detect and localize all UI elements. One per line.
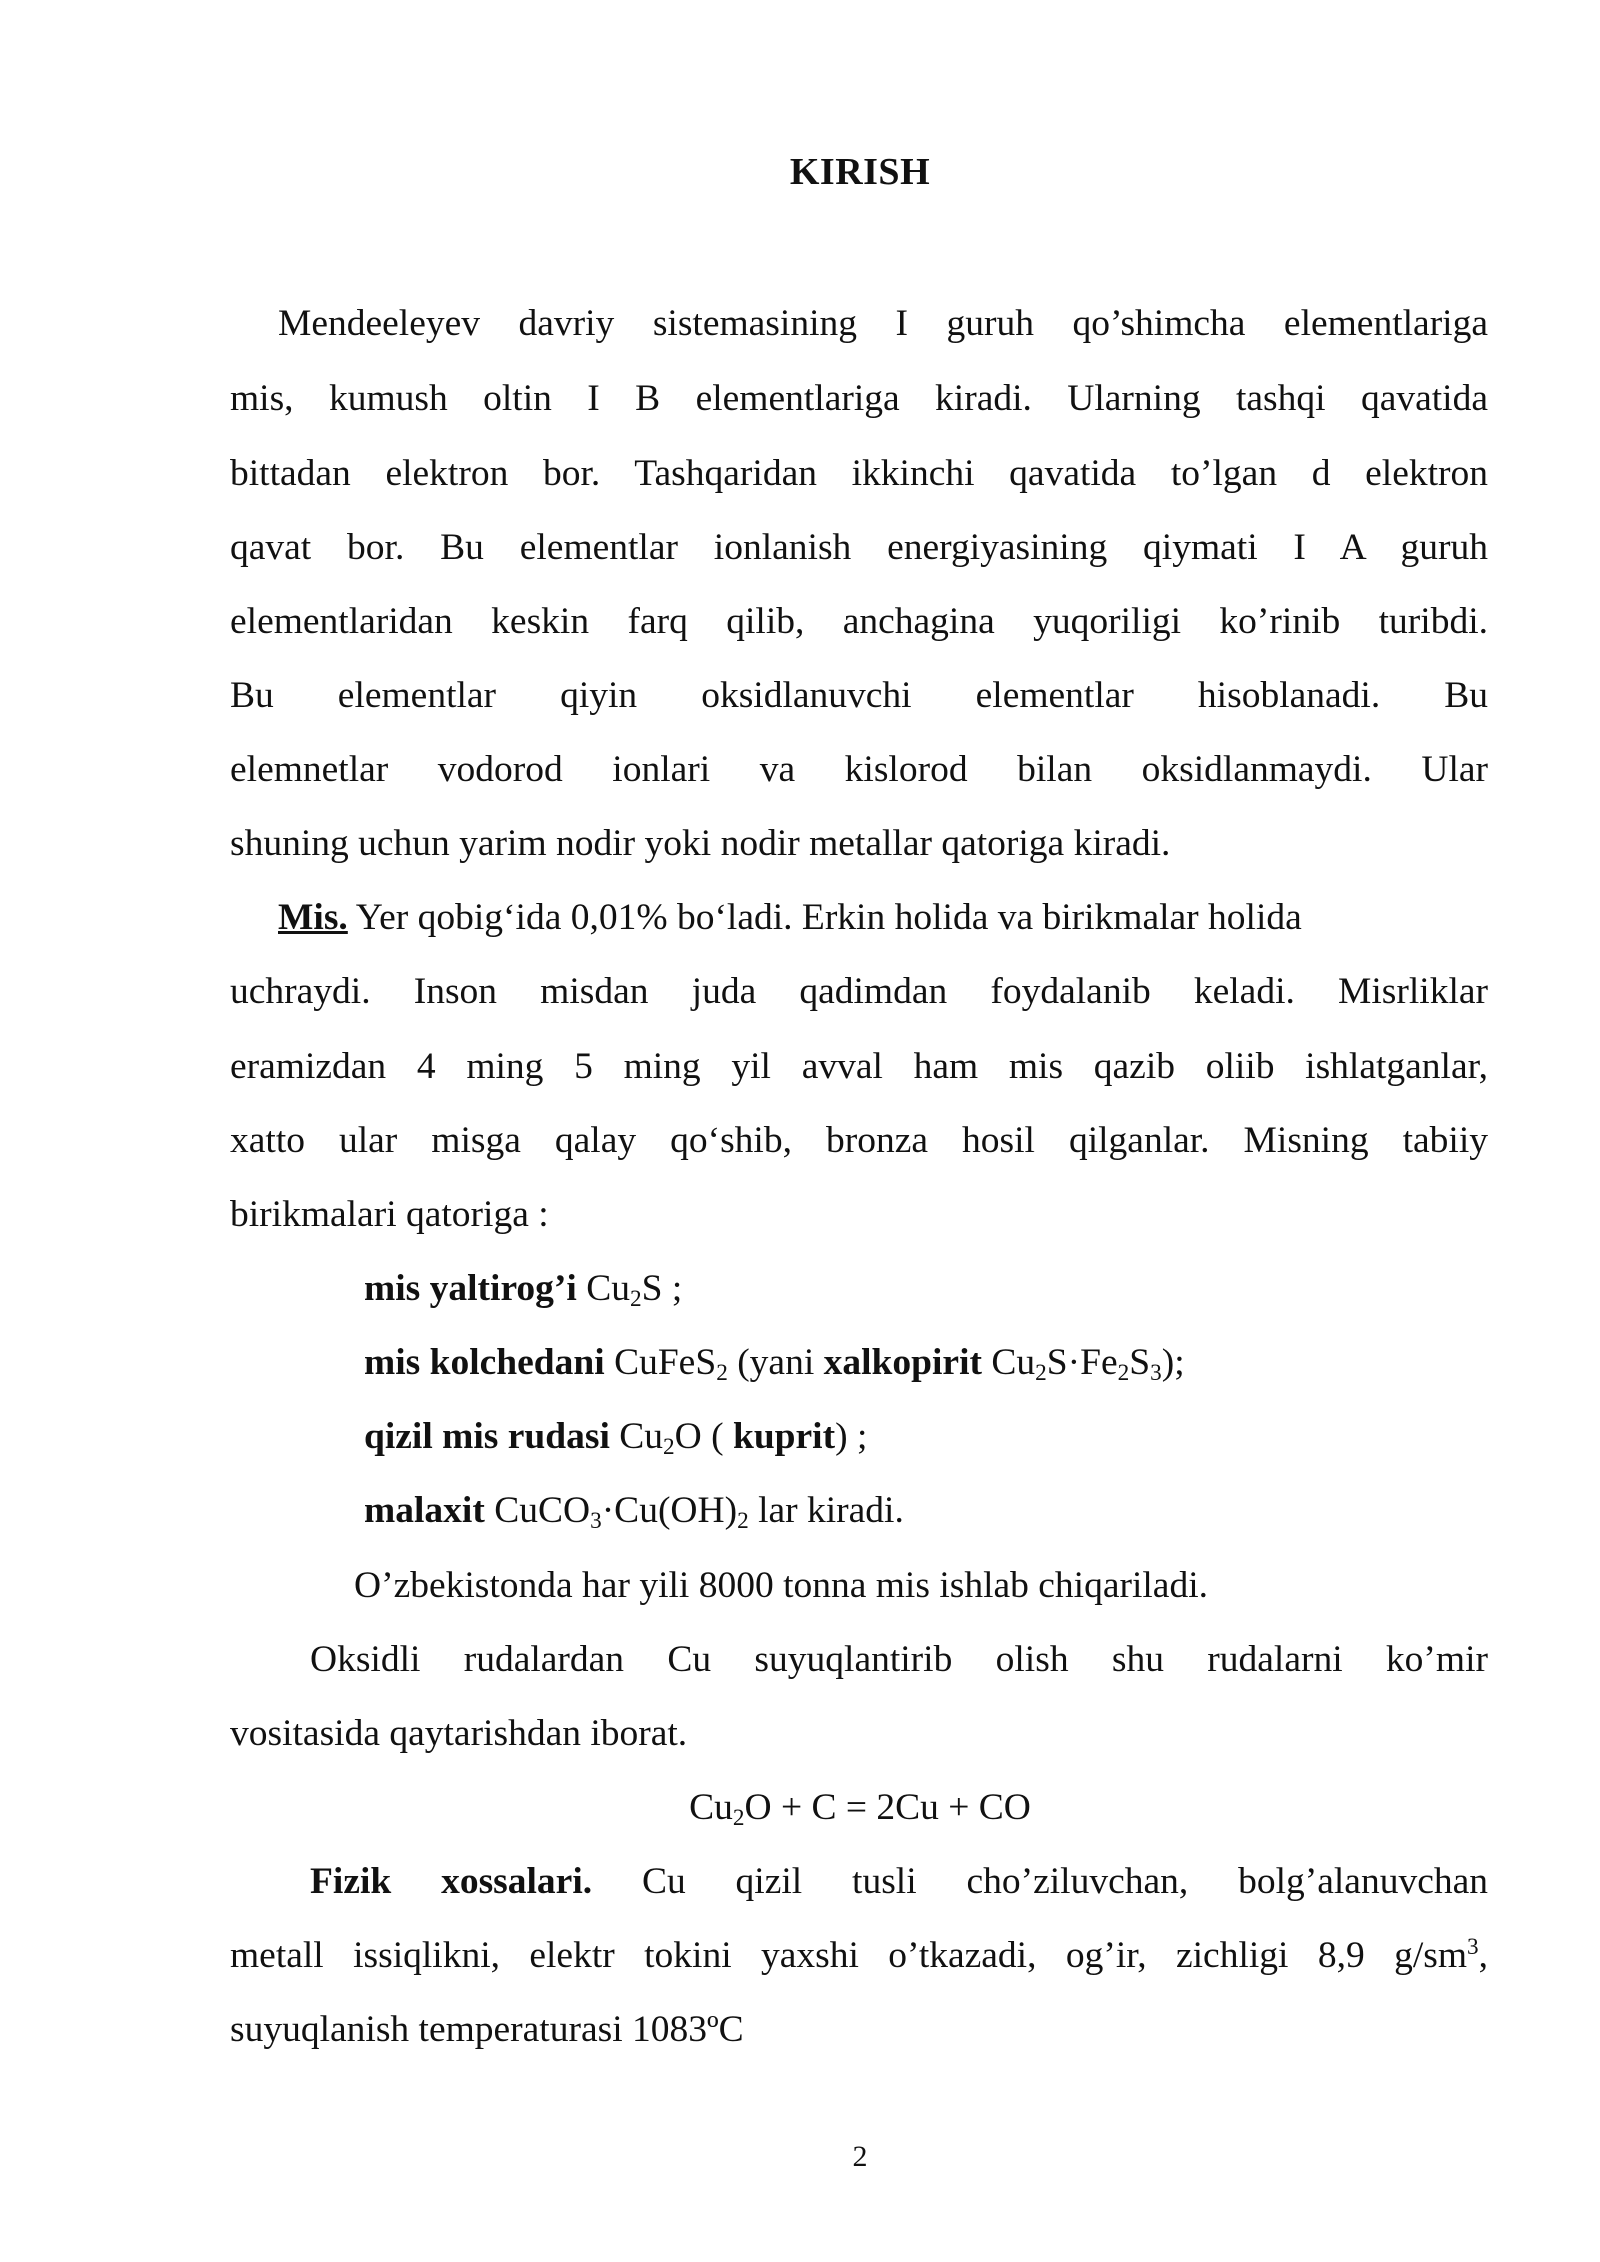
paragraph-2-line-3: eramizdan 4 ming 5 ming yil avval ham mis qazib oliib ishlatganlar, — [230, 1046, 1488, 1087]
paragraph-5-line-2: metall issiqlikni, elektr tokini yaxshi o’tkazadi, og’ir, zichligi 8,9 $g/sm^3$, — [230, 1934, 1488, 1976]
paragraph-1-line-7: elemnetlar vodorod ionlari va kislorod bilan oksidlanmaydi. Ular — [230, 749, 1488, 790]
section-heading-mis: Mis. — [278, 897, 348, 938]
paragraph-1-line-1: Mendeeleyev davriy sistemasining I guruh qo’shimcha elementlariga — [278, 303, 1488, 344]
section-heading-fizik: Fizik xossalari. — [310, 1861, 593, 1902]
paragraph-1-line-8: shuning uchun yarim nodir yoki nodir metallar qatoriga kiradi. — [230, 823, 1171, 864]
page-title: KIRISH — [789, 151, 931, 193]
paragraph-1-line-4: qavat bor. Bu elementlar ionlanish energiyasining qiymati I A guruh — [230, 527, 1488, 568]
paragraph-2-line-1: Mis. Yer qobig‘ida 0,01% bo‘ladi. Erkin holida va birikmalar holida — [278, 897, 1302, 938]
page-number: 2 — [852, 2140, 868, 2173]
paragraph-4-line-1: Oksidli rudalardan Cu suyuqlantirib olish shu rudalarni ko’mir — [310, 1639, 1488, 1680]
paragraph-5-line-1: Fizik xossalari. Cu qizil tusli cho’ziluvchan, bolg’alanuvchan — [310, 1861, 1488, 1902]
paragraph-5-line-3: suyuqlanish temperaturasi 1083ºC — [230, 2009, 744, 2050]
paragraph-1-line-5: elementlaridan keskin farq qilib, anchagina yuqoriligi ko’rinib turibdi. — [230, 601, 1488, 642]
paragraph-2-line-2: uchraydi. Inson misdan juda qadimdan foydalanib keladi. Misrliklar — [230, 971, 1488, 1012]
paragraph-1-line-2: mis, kumush oltin I B elementlariga kiradi. Ularning tashqi qavatida — [230, 378, 1488, 419]
mineral-item-2: mis kolchedani CuFeS$_2$ (yani xalkopirit $Cu_2S\cdot Fe_2S_3$); — [364, 1342, 1185, 1386]
paragraph-1-line-3: bittadan elektron bor. Tashqaridan ikkinchi qavatida to’lgan d elektron — [230, 453, 1488, 494]
mineral-item-4: malaxit $CuCO_3\cdot Cu(OH)_2$ lar kiradi. — [364, 1490, 904, 1534]
reaction-equation: $Cu_2O + C = 2Cu$ + CO — [689, 1787, 1031, 1831]
paragraph-2-line-4: xatto ular misga qalay qo‘shib, bronza hosil qilganlar. Misning tabiiy — [230, 1120, 1488, 1161]
paragraph-4-line-2: vositasida qaytarishdan iborat. — [230, 1713, 688, 1754]
paragraph-3: O’zbekistonda har yili 8000 tonna mis ishlab chiqariladi. — [354, 1565, 1208, 1606]
paragraph-2-line-5: birikmalari qatoriga : — [230, 1194, 549, 1235]
paragraph-1-line-6: Bu elementlar qiyin oksidlanuvchi elementlar hisoblanadi. Bu — [230, 675, 1488, 716]
mineral-item-3: qizil mis rudasi $Cu_2O$ ( kuprit) ; — [364, 1416, 868, 1460]
mineral-item-1: mis yaltirog’i $Cu_2S$ ; — [364, 1268, 683, 1312]
